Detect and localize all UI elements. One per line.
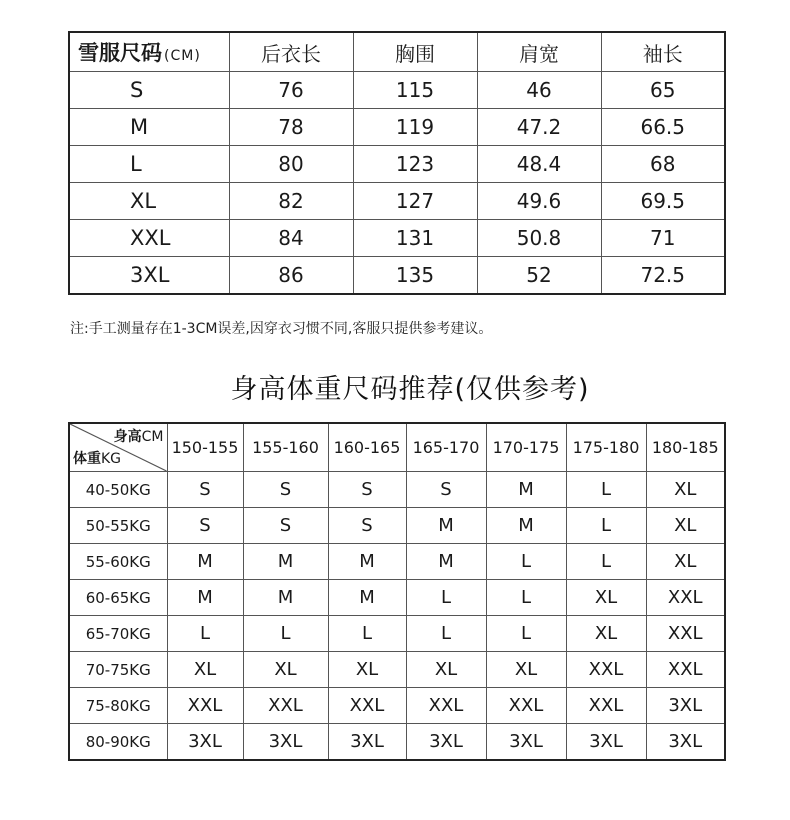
recommended-size: L bbox=[486, 544, 566, 580]
measurement-note: 注:手工测量存在1-3CM误差,因穿衣习惯不同,客服只提供参考建议。 bbox=[70, 321, 493, 337]
recommended-size: 3XL bbox=[646, 724, 725, 761]
recommended-size: XXL bbox=[646, 580, 725, 616]
recommended-size: M bbox=[406, 508, 486, 544]
column-header: 袖长 bbox=[601, 32, 725, 72]
measurement-value: 72.5 bbox=[601, 257, 725, 295]
size-label: L bbox=[69, 146, 229, 183]
height-range-header: 170-175 bbox=[486, 423, 566, 472]
size-chart-table bbox=[68, 31, 726, 295]
recommended-size: XL bbox=[328, 652, 406, 688]
recommended-size: 3XL bbox=[328, 724, 406, 761]
recommended-size: S bbox=[167, 472, 243, 508]
size-chart-unit: (CM) bbox=[164, 48, 201, 64]
recommended-size: 3XL bbox=[566, 724, 646, 761]
recommended-size: 3XL bbox=[243, 724, 328, 761]
recommended-size: M bbox=[167, 544, 243, 580]
recommended-size: S bbox=[328, 508, 406, 544]
recommended-size: S bbox=[243, 472, 328, 508]
recommendation-table bbox=[68, 422, 726, 761]
recommended-size: M bbox=[328, 580, 406, 616]
size-chart-header-row bbox=[69, 32, 725, 72]
recommended-size: XXL bbox=[167, 688, 243, 724]
recommendation-title: 身高体重尺码推荐(仅供参考) bbox=[230, 374, 590, 405]
recommended-size: XL bbox=[566, 616, 646, 652]
recommendation-header-row bbox=[69, 423, 725, 472]
recommended-size: L bbox=[566, 472, 646, 508]
column-header: 肩宽 bbox=[477, 32, 601, 72]
recommended-size: L bbox=[167, 616, 243, 652]
weight-row bbox=[69, 508, 725, 544]
column-header: 后衣长 bbox=[229, 32, 353, 72]
recommended-size: M bbox=[328, 544, 406, 580]
measurement-value: 84 bbox=[229, 220, 353, 257]
height-range-header: 160-165 bbox=[328, 423, 406, 472]
height-range-header: 165-170 bbox=[406, 423, 486, 472]
weight-axis-label: 体重KG bbox=[73, 451, 122, 467]
recommended-size: 3XL bbox=[486, 724, 566, 761]
recommended-size: L bbox=[566, 508, 646, 544]
measurement-value: 78 bbox=[229, 109, 353, 146]
recommended-size: XL bbox=[566, 580, 646, 616]
recommended-size: XL bbox=[406, 652, 486, 688]
size-row bbox=[69, 146, 725, 183]
recommended-size: XXL bbox=[646, 652, 725, 688]
recommended-size: 3XL bbox=[646, 688, 725, 724]
recommended-size: XXL bbox=[328, 688, 406, 724]
size-row bbox=[69, 183, 725, 220]
recommended-size: 3XL bbox=[406, 724, 486, 761]
height-range-header: 175-180 bbox=[566, 423, 646, 472]
measurement-value: 52 bbox=[477, 257, 601, 295]
recommended-size: XXL bbox=[486, 688, 566, 724]
size-label: S bbox=[69, 72, 229, 109]
weight-range-label: 55-60KG bbox=[69, 544, 167, 580]
height-range-header: 155-160 bbox=[243, 423, 328, 472]
size-row bbox=[69, 220, 725, 257]
recommended-size: S bbox=[167, 508, 243, 544]
size-label: XXL bbox=[69, 220, 229, 257]
size-label: 3XL bbox=[69, 257, 229, 295]
size-row bbox=[69, 72, 725, 109]
recommended-size: M bbox=[486, 472, 566, 508]
measurement-value: 49.6 bbox=[477, 183, 601, 220]
recommended-size: L bbox=[243, 616, 328, 652]
size-label: M bbox=[69, 109, 229, 146]
weight-range-label: 60-65KG bbox=[69, 580, 167, 616]
recommended-size: L bbox=[328, 616, 406, 652]
recommended-size: XL bbox=[646, 544, 725, 580]
measurement-value: 80 bbox=[229, 146, 353, 183]
recommended-size: XXL bbox=[243, 688, 328, 724]
measurement-value: 82 bbox=[229, 183, 353, 220]
measurement-value: 66.5 bbox=[601, 109, 725, 146]
measurement-value: 135 bbox=[353, 257, 477, 295]
weight-range-label: 75-80KG bbox=[69, 688, 167, 724]
weight-row bbox=[69, 652, 725, 688]
weight-range-label: 50-55KG bbox=[69, 508, 167, 544]
recommended-size: M bbox=[406, 544, 486, 580]
recommended-size: XXL bbox=[406, 688, 486, 724]
recommended-size: L bbox=[406, 616, 486, 652]
height-axis-label: 身高CM bbox=[113, 429, 164, 445]
column-header: 胸围 bbox=[353, 32, 477, 72]
recommended-size: XXL bbox=[566, 652, 646, 688]
recommended-size: L bbox=[566, 544, 646, 580]
weight-row bbox=[69, 580, 725, 616]
weight-range-label: 80-90KG bbox=[69, 724, 167, 761]
recommended-size: S bbox=[243, 508, 328, 544]
recommended-size: XL bbox=[646, 508, 725, 544]
measurement-value: 119 bbox=[353, 109, 477, 146]
recommended-size: M bbox=[167, 580, 243, 616]
height-range-header: 150-155 bbox=[167, 423, 243, 472]
measurement-value: 69.5 bbox=[601, 183, 725, 220]
measurement-value: 65 bbox=[601, 72, 725, 109]
recommended-size: S bbox=[328, 472, 406, 508]
size-chart-corner bbox=[69, 32, 229, 72]
height-range-header: 180-185 bbox=[646, 423, 725, 472]
measurement-value: 86 bbox=[229, 257, 353, 295]
recommended-size: M bbox=[243, 544, 328, 580]
measurement-value: 50.8 bbox=[477, 220, 601, 257]
recommended-size: XXL bbox=[566, 688, 646, 724]
recommended-size: XL bbox=[646, 472, 725, 508]
measurement-value: 123 bbox=[353, 146, 477, 183]
size-chart-title: 雪服尺码 bbox=[78, 41, 162, 65]
weight-range-label: 65-70KG bbox=[69, 616, 167, 652]
diagonal-corner-cell bbox=[69, 423, 167, 472]
weight-row bbox=[69, 688, 725, 724]
recommended-size: XXL bbox=[646, 616, 725, 652]
measurement-value: 47.2 bbox=[477, 109, 601, 146]
measurement-value: 115 bbox=[353, 72, 477, 109]
weight-row bbox=[69, 616, 725, 652]
weight-range-label: 70-75KG bbox=[69, 652, 167, 688]
measurement-value: 131 bbox=[353, 220, 477, 257]
recommended-size: L bbox=[406, 580, 486, 616]
measurement-value: 48.4 bbox=[477, 146, 601, 183]
recommended-size: M bbox=[243, 580, 328, 616]
recommended-size: XL bbox=[243, 652, 328, 688]
size-label: XL bbox=[69, 183, 229, 220]
recommended-size: L bbox=[486, 580, 566, 616]
measurement-value: 71 bbox=[601, 220, 725, 257]
recommended-size: L bbox=[486, 616, 566, 652]
recommended-size: XL bbox=[486, 652, 566, 688]
measurement-value: 76 bbox=[229, 72, 353, 109]
weight-row bbox=[69, 544, 725, 580]
size-row bbox=[69, 109, 725, 146]
recommended-size: M bbox=[486, 508, 566, 544]
recommended-size: 3XL bbox=[167, 724, 243, 761]
weight-row bbox=[69, 472, 725, 508]
measurement-value: 127 bbox=[353, 183, 477, 220]
size-row bbox=[69, 257, 725, 295]
weight-row bbox=[69, 724, 725, 761]
weight-range-label: 40-50KG bbox=[69, 472, 167, 508]
recommended-size: XL bbox=[167, 652, 243, 688]
measurement-value: 68 bbox=[601, 146, 725, 183]
recommended-size: S bbox=[406, 472, 486, 508]
measurement-value: 46 bbox=[477, 72, 601, 109]
